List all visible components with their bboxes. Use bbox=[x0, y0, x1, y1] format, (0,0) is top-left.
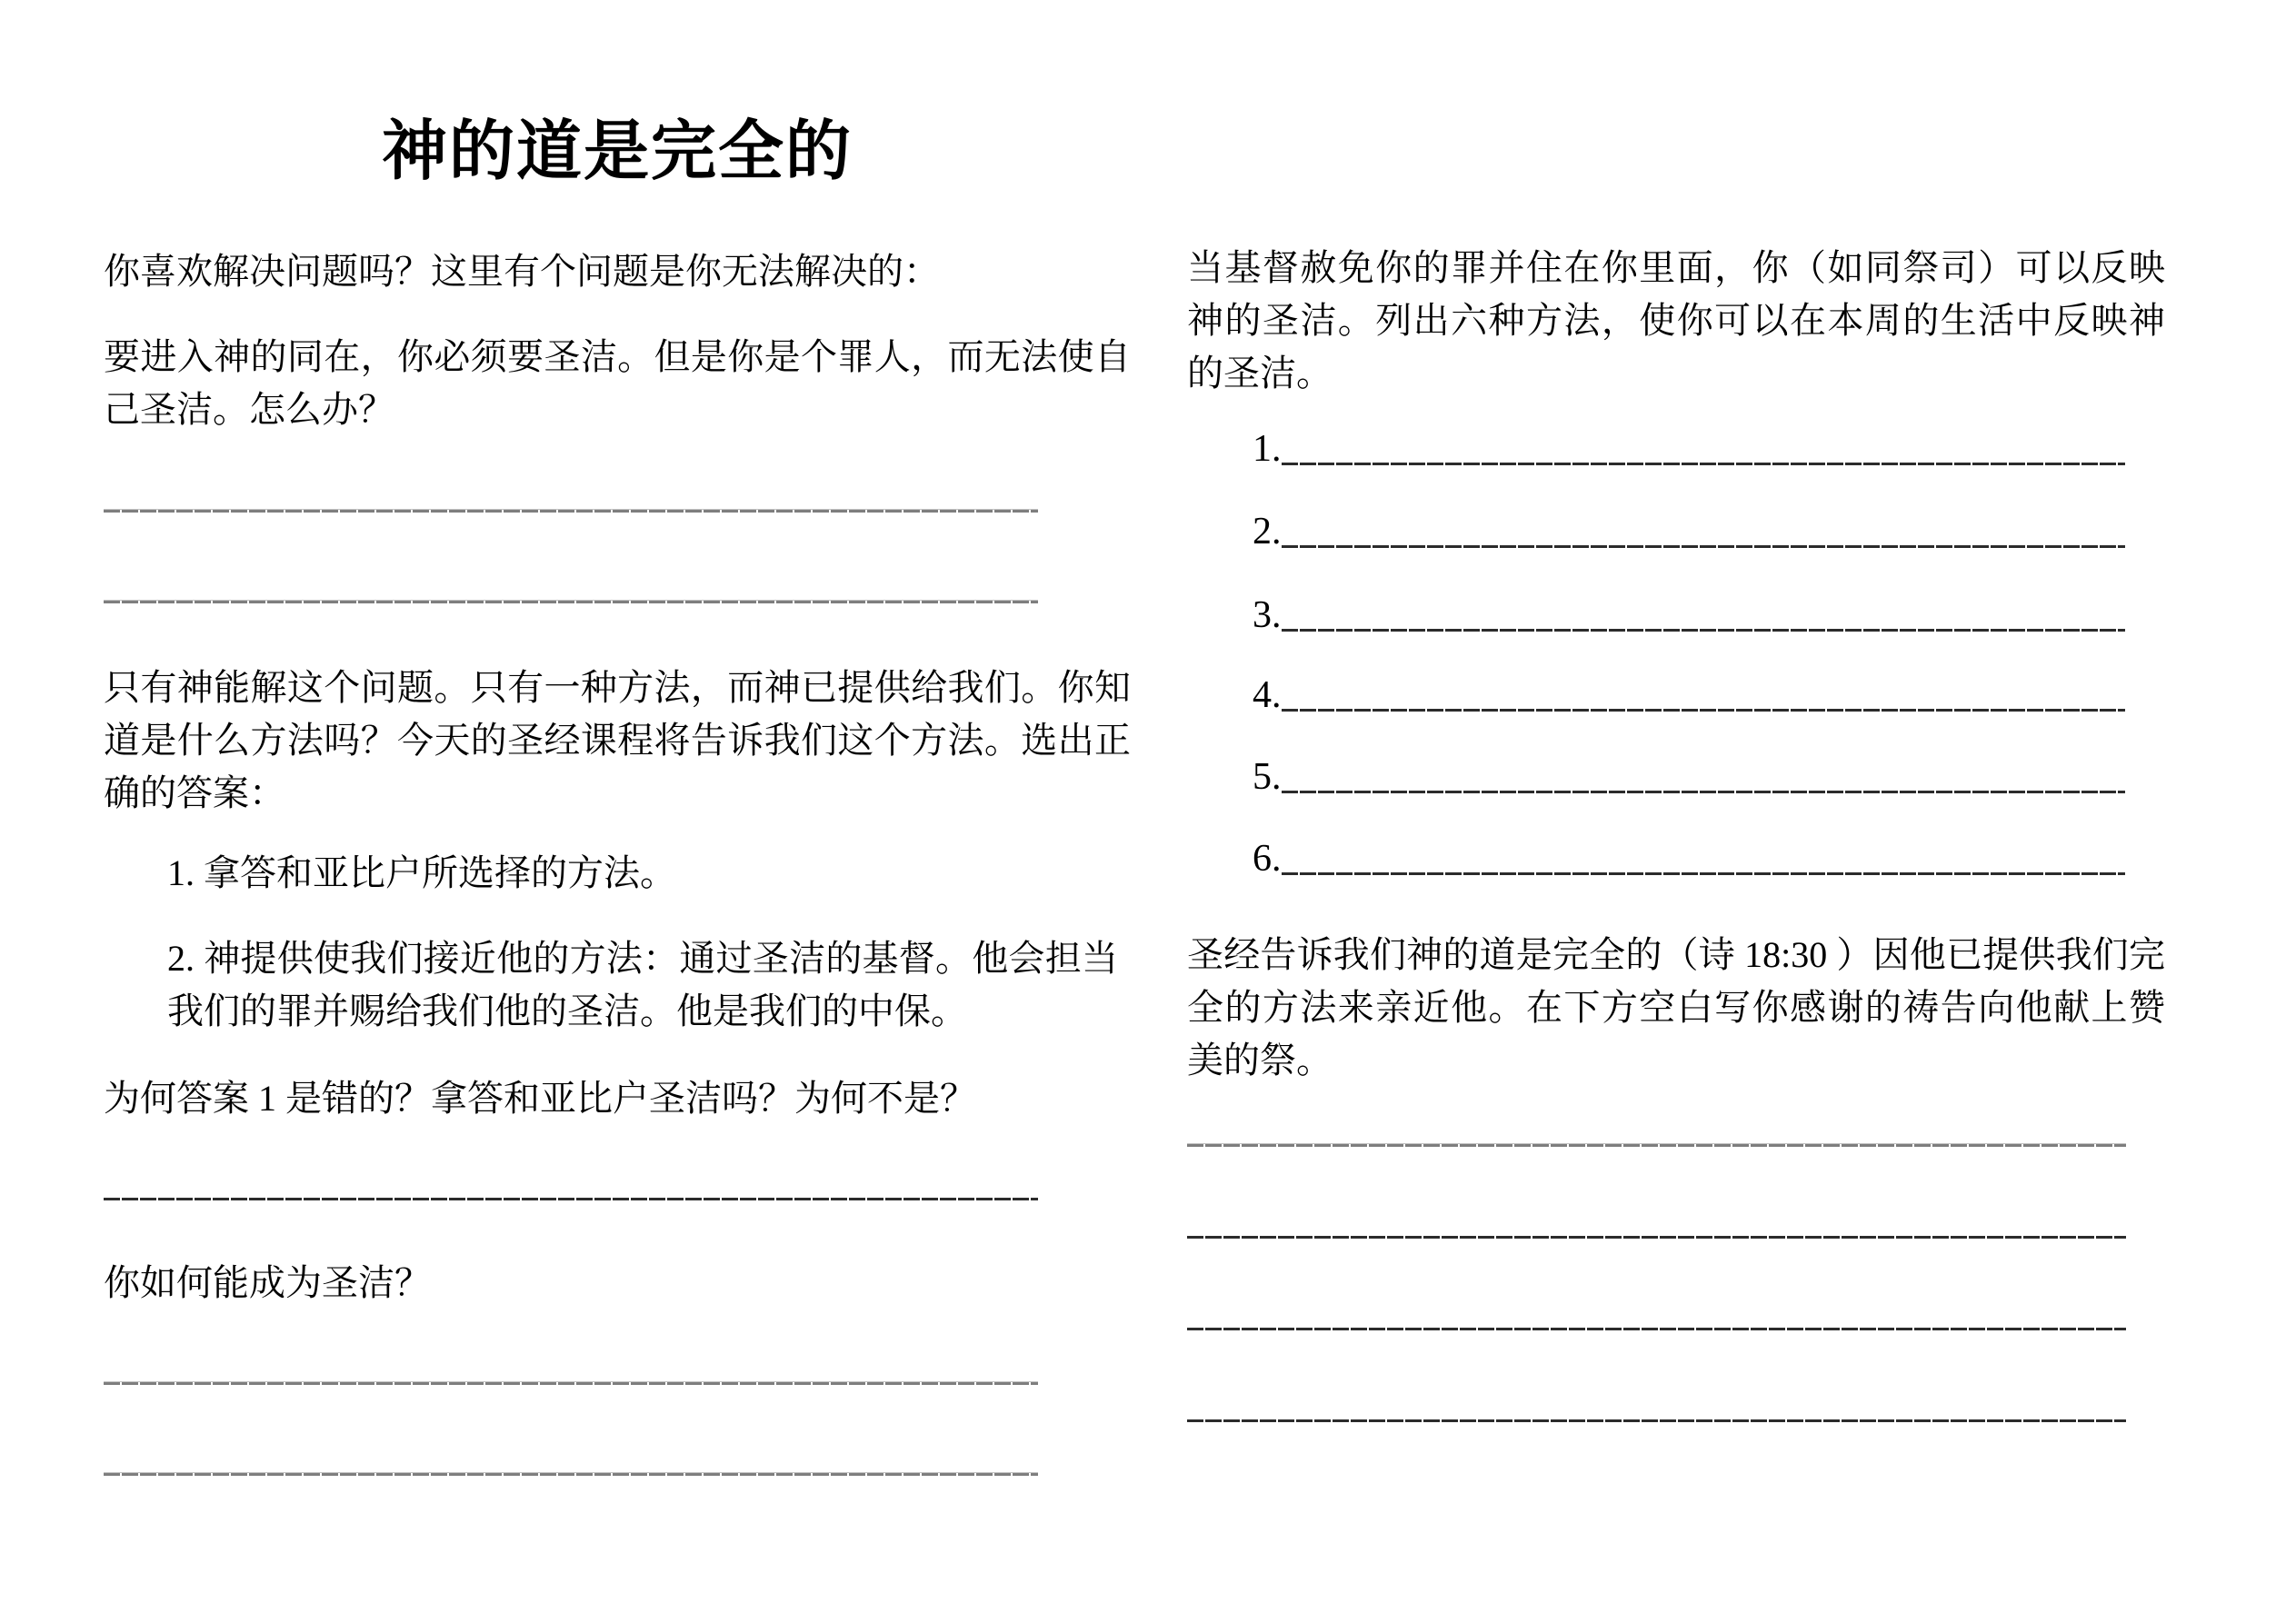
numbered-blank-row bbox=[1187, 584, 2125, 639]
writing-line bbox=[1282, 872, 2126, 875]
question-why-wrong: 为何答案 1 是错的？拿答和亚比户圣洁吗？为何不是？ bbox=[104, 1078, 976, 1119]
writing-line bbox=[1187, 1144, 2126, 1147]
left-column bbox=[104, 0, 1131, 1623]
writing-line bbox=[1282, 629, 2126, 632]
numbered-blank-row bbox=[1187, 746, 2125, 801]
blank-number: 2. bbox=[1253, 511, 1282, 553]
instruction-paragraph: 只有神能解这个问题。只有一种方法，而神已提供给我们。你知道是什么方法吗？今天的圣经课程将告诉我们这个方法。选出正确的答案： bbox=[104, 667, 1131, 813]
blank-number: 6. bbox=[1253, 838, 1282, 880]
numbered-blank-row bbox=[1187, 418, 2125, 473]
right-column bbox=[1187, 0, 2165, 1623]
blank-number: 1. bbox=[1253, 428, 1282, 470]
writing-line bbox=[1187, 1419, 2126, 1422]
reflect-holiness-paragraph: 当基督赦免你的罪并住在你里面，你（如同祭司）可以反映神的圣洁。列出六种方法，使你可以在本周的生活中反映神的圣洁。 bbox=[1187, 247, 2165, 393]
question-how-holy: 你如何能成为圣洁？ bbox=[104, 1262, 431, 1303]
blank-number: 5. bbox=[1253, 756, 1282, 798]
writing-line bbox=[1187, 1236, 2126, 1239]
psalm-praise-paragraph: 圣经告诉我们神的道是完全的（诗 18:30 ）因他已提供我们完全的方法来亲近他。在下方空白写你感谢的祷告向他献上赞美的祭。 bbox=[1187, 934, 2165, 1080]
writing-line bbox=[1187, 1328, 2126, 1330]
problem-paragraph: 要进入神的同在，你必须要圣洁。但是你是个罪人，而无法使自己圣洁。怎么办？ bbox=[104, 336, 1131, 430]
numbered-blank-row bbox=[1187, 828, 2125, 882]
answer-option-2: 2. 神提供使我们接近他的方法：通过圣洁的基督。他会担当我们的罪并赐给我们他的圣洁。他是我们的中保。 bbox=[167, 938, 1118, 1031]
page-title: 神的道是完全的 bbox=[381, 115, 853, 188]
answer-option-1: 1. 拿答和亚比户所选择的方法。 bbox=[167, 852, 676, 893]
intro-paragraph: 你喜欢解决问题吗？这里有个问题是你无法解决的： bbox=[104, 251, 940, 292]
writing-line bbox=[1282, 791, 2126, 793]
blank-number: 3. bbox=[1253, 594, 1282, 636]
writing-line bbox=[104, 510, 1038, 513]
writing-line bbox=[104, 1198, 1038, 1200]
blank-number: 4. bbox=[1253, 674, 1282, 716]
writing-line bbox=[104, 1473, 1038, 1476]
writing-line bbox=[1282, 463, 2126, 465]
writing-line bbox=[1282, 709, 2126, 712]
numbered-blank-row bbox=[1187, 501, 2125, 555]
writing-line bbox=[1282, 545, 2126, 548]
writing-line bbox=[104, 601, 1038, 603]
writing-line bbox=[104, 1382, 1038, 1385]
numbered-blank-row bbox=[1187, 664, 2125, 719]
